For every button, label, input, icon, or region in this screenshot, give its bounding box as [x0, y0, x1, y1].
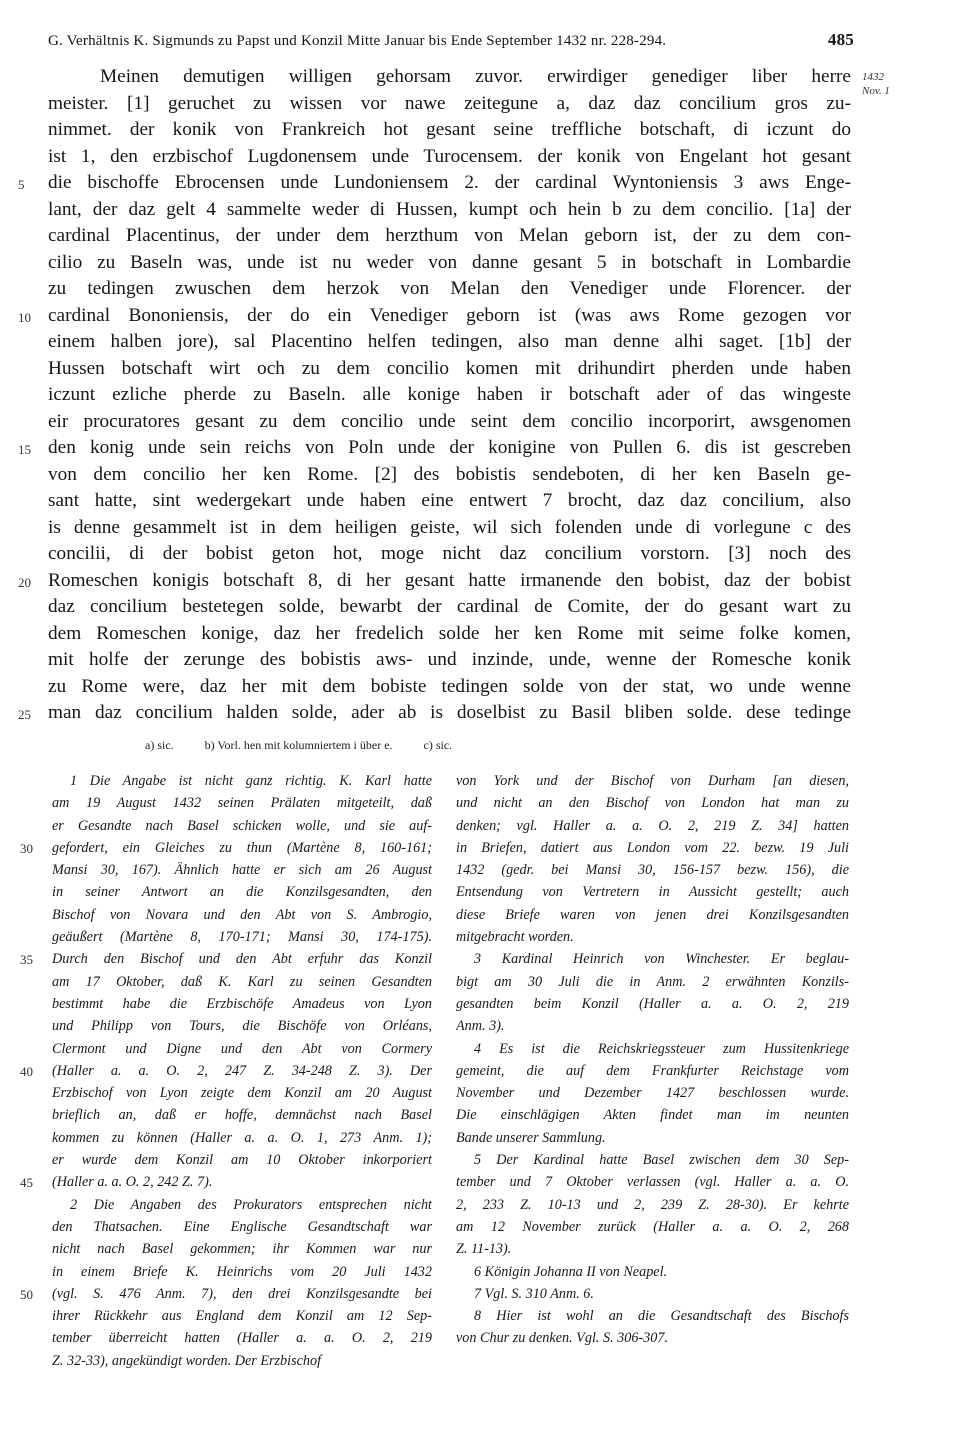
- footnote-line: bestimmt habe die Erzbischöfe Amadeus von Lyon: [52, 995, 432, 1012]
- text-line: dem Romeschen konige, daz her fredelich solde her ken Rome mit seime folke komen,: [48, 622, 851, 644]
- text-line: cilio zu Baseln was, unde ist nu weder von danne gesant 5 in botschaft in Lombardie: [48, 251, 851, 273]
- footnote-line: gemeint, die auf dem Frankfurter Reichstage vom: [456, 1062, 849, 1079]
- footnote-line: in Briefen, datiert aus London vom 22. bezw. 19 Juli: [456, 839, 849, 856]
- footnote-line: 6 Königin Johanna II von Neapel.: [474, 1263, 668, 1280]
- footnote-line: er wurde dem Konzil am 10 Oktober inkorporiert: [52, 1152, 432, 1169]
- footnote-line: 2 Die Angaben des Prokurators entsprechen nicht: [70, 1196, 432, 1213]
- footnote-line: in einem Briefe K. Heinrichs vom 20 Juli 1432: [52, 1263, 432, 1280]
- footnote-line: 1432 (gedr. bei Mansi 30, 156-157 bezw. 156), die: [456, 862, 849, 879]
- text-line: lant, der daz gelt 4 sammelte weder di Hussen, kumpt och hein b zu dem concilio. [1a] der: [48, 198, 851, 220]
- footnote-line: diese Briefe waren von jenen drei Konzilsgesandten: [456, 906, 849, 923]
- page-number: 485: [827, 30, 854, 49]
- margin-date-note: [862, 70, 922, 98]
- text-line: von dem concilio her ken Rome. [2] des bobistis sendeboten, di her ken Baseln ge-: [48, 463, 851, 485]
- line-number: 25: [18, 707, 31, 722]
- running-header: [48, 30, 854, 54]
- line-number: 15: [18, 442, 31, 457]
- footnote-line: 3 Kardinal Heinrich von Winchester. Er beglau-: [474, 951, 849, 968]
- text-line: meister. [1] geruchet zu wissen vor nawe zeitegune a, daz daz concilium gros zu-: [48, 92, 851, 114]
- footnote-line: Bande unserer Sammlung.: [456, 1129, 606, 1146]
- footnote-line: mitgebracht worden.: [456, 929, 574, 946]
- footnote-line: Durch den Bischof und den Abt erfuhr das Konzil: [52, 951, 432, 968]
- text-line: zu tedingen zwuschen dem herzok von Melan den Venediger unde Florencer. der: [48, 278, 851, 299]
- footnote-line: Anm. 3).: [456, 1018, 505, 1035]
- footnote-line: und Philipp von Tours, die Bischöfe von Orléans,: [52, 1018, 432, 1035]
- footnote-line: nicht nach Basel gekommen; ihr Kommen war nur: [52, 1241, 432, 1258]
- line-number: 35: [20, 952, 33, 968]
- text-line: iczunt ezliche pherde zu Baseln. alle konige haben ir botschaft ader of das wingeste: [48, 384, 851, 405]
- footnotes-right-column: [456, 770, 849, 1350]
- main-text-body: [48, 64, 851, 727]
- line-number: 10: [18, 309, 31, 325]
- textual-notes: [145, 738, 480, 753]
- text-line: sant hatte, sint wedergekart unde haben eine entwert 7 brocht, daz daz concilium, also: [48, 490, 851, 511]
- text-note-a: a) sic.: [145, 738, 174, 752]
- footnote-line: Die einschlägigen Akten findet man im neunten: [456, 1107, 849, 1124]
- line-number: 40: [20, 1063, 33, 1079]
- footnote-line: bigt am 30 Juli die in Anm. 2 erwähnten Konzils-: [456, 973, 849, 990]
- footnote-line: geäußert (Martène 8, 170-171; Mansi 30, 174-175).: [52, 929, 432, 946]
- footnote-line: gefordert, ein Gleiches zu thun (Martène 8, 160-161;: [52, 839, 432, 856]
- footnote-line: am 19 August 1432 seinen Prälaten mitgeteilt, daß: [52, 795, 432, 812]
- running-head-title: G. Verhältnis K. Sigmunds zu Papst und Konzil Mitte Januar bis Ende September 1432 nr. 228-294.: [48, 33, 667, 49]
- text-line: mit holfe der zerunge des bobistis aws- und inzinde, unde, wenne der Romesche konik: [48, 649, 851, 670]
- footnote-line: 1 Die Angabe ist nicht ganz richtig. K. Karl hatte: [70, 773, 432, 789]
- footnote-line: in seiner Antwort an die Konzilsgesandten, den: [52, 884, 432, 901]
- text-line: cardinal Placentinus, der under dem herzthum von Melan geborn ist, der zu dem con-: [48, 225, 851, 246]
- margin-note-date: Nov. 1: [862, 85, 890, 97]
- line-number: 5: [18, 177, 25, 192]
- text-line: cardinal Bononiensis, der do ein Venediger geborn ist (was aws Rome gezogen vor: [48, 304, 851, 326]
- footnote-line: (Haller a. a. O. 2, 247 Z. 34-248 Z. 3). Der: [52, 1062, 432, 1079]
- footnote-line: Entsendung von Vertretern in Aussicht gestellt; auch: [456, 884, 849, 901]
- text-line: man daz concilium halden solde, ader ab is doselbist zu Basil bliben solde. dese tedinge: [48, 702, 851, 723]
- footnote-line: tember überreicht hatten (Haller a. a. O. 2, 219: [52, 1330, 432, 1347]
- footnote-line: und nicht an den Bischof von London hat man zu: [456, 795, 849, 812]
- footnote-line: kommen zu können (Haller a. a. O. 1, 273 Anm. 1);: [52, 1129, 432, 1146]
- text-line: Romeschen konigis botschaft 8, di her gesant hatte irmanende den bobist, daz der bobist: [48, 569, 851, 591]
- text-line: eir procuratores gesant zu dem concilio unde seint dem concilio incorporirt, awsgenomen: [48, 410, 851, 432]
- footnote-line: 8 Hier ist wohl an die Gesandtschaft des Bischofs: [474, 1308, 849, 1325]
- line-number: 20: [18, 574, 31, 590]
- footnote-line: Erzbischof von Lyon zeigte dem Konzil am 20 August: [52, 1085, 432, 1102]
- footnote-line: den Thatsachen. Eine Englische Gesandtschaft war: [52, 1218, 432, 1235]
- line-number: 45: [20, 1175, 33, 1191]
- footnote-line: Bischof von Novara und den Abt von S. Ambrogio,: [52, 906, 432, 923]
- text-line: den konig unde sein reichs von Poln unde der konigine von Pullen 6. dis ist gescreben: [48, 437, 851, 458]
- footnote-line: tember und 7 Oktober verlassen (vgl. Haller a. a. O.: [456, 1174, 849, 1191]
- margin-note-year: 1432: [862, 71, 884, 83]
- footnote-line: 2, 233 Z. 10-13 und 2, 239 Z. 28-30). Er kehrte: [456, 1196, 849, 1213]
- text-line: ist 1, den erzbischof Lugdonensem unde Turocensem. der konik von Engelant hot gesant: [48, 145, 851, 167]
- footnote-line: (Haller a. a. O. 2, 242 Z. 7).: [52, 1174, 213, 1191]
- footnote-line: 5 Der Kardinal hatte Basel zwischen dem 30 Sep-: [474, 1152, 849, 1169]
- footnote-line: 7 Vgl. S. 310 Anm. 6.: [474, 1285, 594, 1302]
- line-number: 50: [20, 1286, 33, 1302]
- footnote-line: Clermont und Digne und den Abt von Cormery: [52, 1040, 432, 1057]
- footnote-line: er Gesandte nach Basel schicken wolle, und sie auf-: [52, 817, 432, 834]
- footnotes-left-column: [52, 770, 432, 1372]
- footnote-line: 4 Es ist die Reichskriegssteuer zum Hussitenkriege: [474, 1040, 849, 1057]
- text-line: Meinen demutigen willigen gehorsam zuvor. erwirdiger genediger liber herre: [100, 66, 851, 87]
- footnote-line: von Chur zu denken. Vgl. S. 306-307.: [456, 1330, 668, 1347]
- footnote-line: Z. 32-33), angekündigt worden. Der Erzbischof: [52, 1352, 322, 1369]
- text-line: einem halben jore), sal Placentino helfen tedingen, also man denne alhi saget. [1b] der: [48, 331, 851, 352]
- text-note-b: b) Vorl. hen mit kolumniertem i über e.: [204, 738, 393, 752]
- footnote-line: am 17 Oktober, daß K. Karl zu seinen Gesandten: [52, 973, 432, 990]
- text-line: Hussen botschaft wirt och zu dem concilio komen mit drihundirt pherden unde haben: [48, 357, 851, 379]
- text-note-c: c) sic.: [423, 738, 453, 752]
- footnote-line: Z. 11-13).: [456, 1241, 512, 1258]
- text-line: nimmet. der konik von Frankreich hot gesant seine treffliche botschaft, di iczunt do: [48, 119, 851, 140]
- text-line: concilii, di der bobist geton hot, moge nicht daz concilium vorstorn. [3] noch des: [48, 543, 851, 564]
- text-line: daz concilium bestetegen solde, bewarbt der cardinal de Comite, der do gesant wart zu: [48, 596, 851, 617]
- footnote-line: von York und der Bischof von Durham [an diesen,: [456, 773, 849, 789]
- footnote-line: denken; vgl. Haller a. a. O. 2, 219 Z. 34] hatten: [456, 817, 849, 834]
- footnote-line: November und Dezember 1427 beschlossen wurde.: [456, 1085, 849, 1102]
- footnote-line: gesandten beim Konzil (Haller a. a. O. 2, 219: [456, 995, 849, 1012]
- text-line: is denne gesammelt ist in dem heiligen geiste, wil sich folenden unde di vorlegune c des: [48, 516, 851, 538]
- text-line: die bischoffe Ebrocensen unde Lundoniensem 2. der cardinal Wyntoniensis 3 aws Enge-: [48, 172, 851, 193]
- footnote-line: (vgl. S. 476 Anm. 7), den drei Konzilsgesandte bei: [52, 1285, 432, 1302]
- text-line: zu Rome were, daz her mit dem bobiste tedingen solde von der stat, wo unde wenne: [48, 675, 851, 697]
- line-number: 30: [20, 840, 33, 856]
- footnote-line: brieflich an, daß er hoffe, demnächst nach Basel: [52, 1107, 432, 1124]
- footnote-line: am 12 November zurück (Haller a. a. O. 2, 268: [456, 1218, 849, 1235]
- footnote-line: ihrer Rückkehr aus England dem Konzil am 12 Sep-: [52, 1308, 432, 1325]
- footnote-line: Mansi 30, 167). Ähnlich hatte er sich am 26 August: [52, 862, 432, 879]
